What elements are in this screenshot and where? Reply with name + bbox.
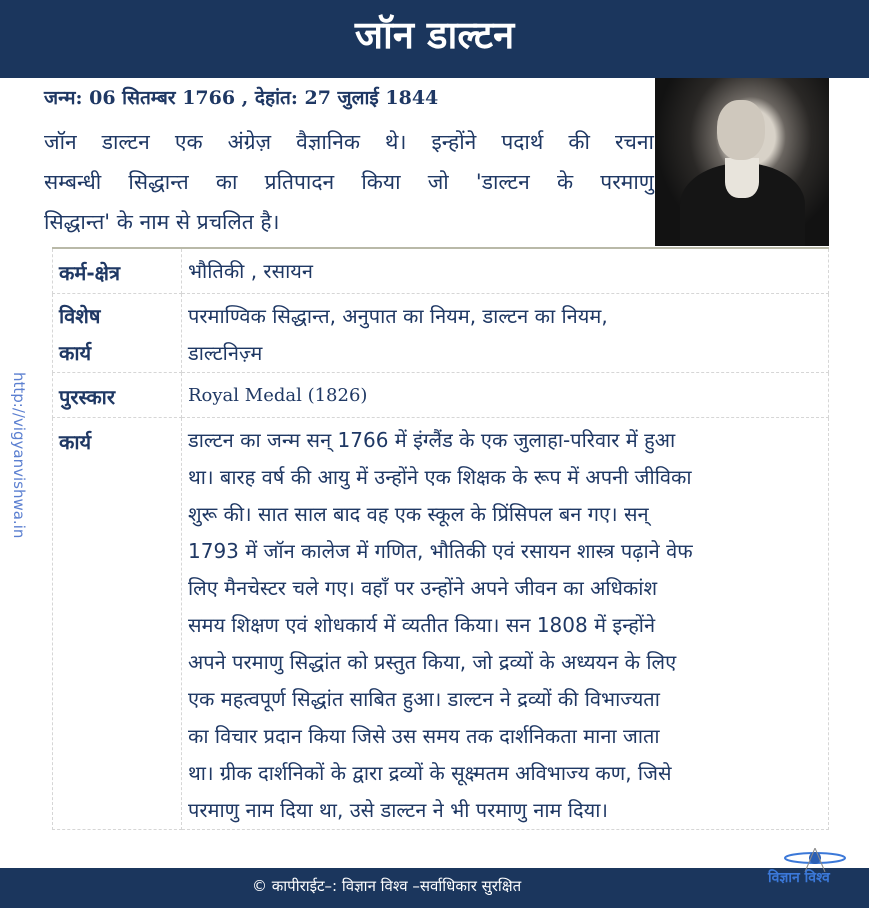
- page-title: जॉन डाल्टन: [354, 13, 515, 57]
- info-table: [52, 247, 829, 830]
- intro-line: जॉन डाल्टन एक अंग्रेज़ वैज्ञानिक थे। इन्होंने पदार्थ की रचना: [44, 130, 654, 154]
- portrait-photo: [655, 78, 829, 246]
- value-line: लिए मैनचेस्टर चले गए। वहाँ पर उन्होंने अपने जीवन का अधिकांश: [188, 576, 658, 600]
- value-line: अपने परमाणु सिद्धांत को प्रस्तुत किया, जो द्रव्यों के अध्ययन के लिए: [188, 650, 677, 674]
- row-label: [53, 294, 182, 373]
- intro-paragraph: [44, 122, 654, 242]
- footer-copyright: © कापीराईट–: विज्ञान विश्व –सर्वाधिकार सुरक्षित: [0, 868, 869, 908]
- intro-line: सम्बन्धी सिद्धान्त का प्रतिपादन किया जो 'डाल्टन के परमाणु: [44, 170, 654, 194]
- table-row: [53, 294, 829, 373]
- value-line: डाल्टन का जन्म सन् 1766 में इंग्लैंड के एक जुलाहा-परिवार में हुआ: [188, 428, 676, 452]
- table-row: [53, 248, 829, 294]
- value-line: परमाणु नाम दिया था, उसे डाल्टन ने भी परमाणु नाम दिया।: [188, 798, 608, 822]
- row-value: [182, 248, 829, 294]
- logo-text: विज्ञान विश्व: [768, 870, 830, 886]
- value-line: समय शिक्षण एवं शोधकार्य में व्यतीत किया। सन 1808 में इन्होंने: [188, 613, 656, 637]
- page-header: [0, 0, 869, 78]
- row-label: कर्म-क्षेत्र: [53, 248, 182, 294]
- value-line: डाल्टनिज़्म: [188, 341, 263, 365]
- label-text: विशेष कार्य: [59, 304, 101, 365]
- value-line: एक महत्वपूर्ण सिद्धांत साबित हुआ। डाल्टन ने द्रव्यों की विभाज्यता: [188, 687, 660, 711]
- value-line: परमाण्विक सिद्धान्त, अनुपात का नियम, डाल्टन का नियम,: [188, 304, 608, 328]
- value-line: 1793 में जॉन कालेज में गणित, भौतिकी एवं रसायन शास्त्र पढ़ाने वेफ: [188, 539, 693, 563]
- value-line: शुरू की। सात साल बाद वह एक स्कूल के प्रिंसिपल बन गए। सन्: [188, 502, 649, 526]
- vigyan-vishwa-logo: [760, 848, 869, 890]
- row-value: [182, 373, 829, 418]
- row-value: [182, 294, 829, 373]
- value-line: Royal Medal (1826): [188, 385, 368, 406]
- table-row: [53, 373, 829, 418]
- value-line: का विचार प्रदान किया जिसे उस समय तक दार्शनिकता माना जाता: [188, 724, 660, 748]
- row-label: पुरस्कार: [53, 373, 182, 418]
- value-line: था। ग्रीक दार्शनिकों के द्वारा द्रव्यों के सूक्ष्मतम अविभाज्य कण, जिसे: [188, 761, 672, 785]
- row-value: [182, 418, 829, 830]
- table-row: [53, 418, 829, 830]
- value-line: भौतिकी , रसायन: [188, 259, 314, 283]
- birth-death-dates: जन्म: 06 सितम्बर 1766 , देहांत: 27 जुलाई 1844: [44, 87, 439, 109]
- row-label: कार्य: [53, 418, 182, 830]
- intro-line: सिद्धान्त' के नाम से प्रचलित है।: [44, 210, 280, 234]
- website-url[interactable]: http://vigyanvishwa.in: [10, 372, 28, 539]
- value-line: था। बारह वर्ष की आयु में उन्होंने एक शिक्षक के रूप में अपनी जीविका: [188, 465, 692, 489]
